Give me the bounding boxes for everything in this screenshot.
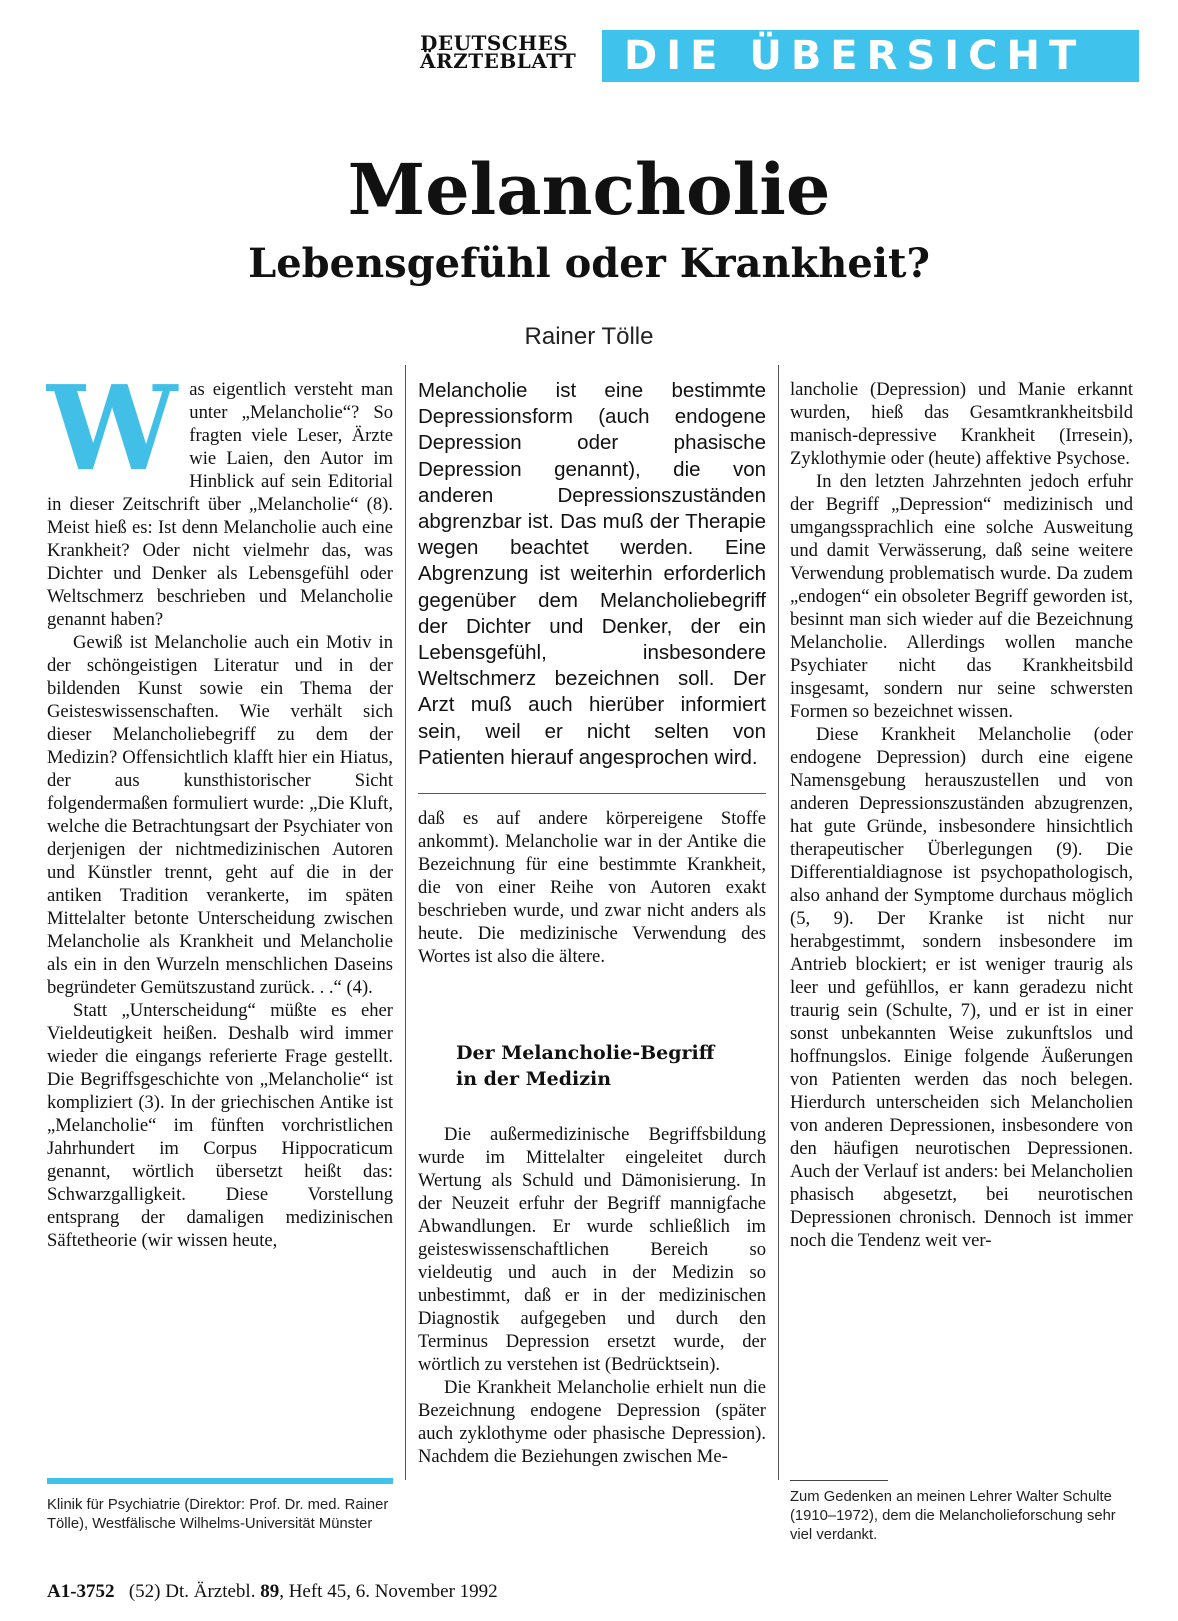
citation-prefix: (52) Dt. Ärztebl.: [128, 1581, 256, 1602]
section-heading: [456, 1040, 766, 1092]
article-subtitle: Lebensgefühl oder Krankheit?: [248, 240, 930, 287]
column-3: [790, 378, 1133, 1252]
footnote-dedication: Zum Gedenken an meinen Lehrer Walter Schulte (1910–1972), dem die Melancholieforschung sehr viel verdankt.: [790, 1489, 1116, 1543]
section-banner: DIE ÜBERSICHT: [602, 30, 1139, 82]
page-footer: [47, 1580, 498, 1604]
column-divider: [405, 365, 406, 1480]
lead-abstract: [418, 378, 766, 771]
paragraph: Gewiß ist Melancholie auch ein Motiv in der schöngeistigen Literatur und in der bildenden Kunst sowie ein Thema der Geisteswissenschaften. Wie verhält sich dieser Melancholiebegriff zu dem der Medizin? Offensichtlich klafft hier ein Hiatus, der aus kunsthistorischer Sicht folgendermaßen formuliert wurde: „Die Kluft, welche die Betrachtungsart der Psychiater von derjenigen der nichtmedizinischen Autoren und Künstler trennt, geht auf die in der antiken Tradition verankerte, im späten Mittelalter betonte Unterscheidung zwischen Melancholie als Krankheit und Melancholie als ein in den Wurzeln menschlichen Daseins begründeter Gemütszustand zurück. . .“ (4).: [47, 632, 393, 998]
column-divider: [778, 365, 779, 1480]
paragraph: Die außermedizinische Begriffsbildung wurde im Mittelalter eingeleitet durch Wertung als Schuld und Dämonisierung. In der Neuzeit erfuhr der Begriff mannigfache Abwandlungen. Er wurde schließlich im geisteswissenschaftlichen Bereich so vieldeutig und auch in der Medizin so unbestimmt, daß er in der medizinischen Diagnostik aufgegeben und durch den Terminus Depression ersetzt wurde, der wörtlich zu verstehen ist (Bedrücktsein).: [418, 1124, 766, 1375]
paragraph: lancholie (Depression) und Manie erkannt wurden, hieß das Gesamtkrankheitsbild manisch-depressive Krankheit (Irresein), Zyklothymie oder (heute) affektive Psychose.: [790, 379, 1133, 469]
paragraph: In den letzten Jahrzehnten jedoch erfuhr der Begriff „Depression“ medizinisch und umgangssprachlich eine solche Ausweitung und damit Verwässerung, daß seine weitere Verwendung problematisch wurde. Da zudem „endogen“ ein obsoleter Begriff geworden ist, besinnt man sich wieder auf die Bezeichnung Melancholie. Allerdings wollen manche Psychiater nicht das Krankheitsbild insgesamt, sondern nur seine schwersten Formen so bezeichnet wissen.: [790, 471, 1133, 722]
paragraph: Die Krankheit Melancholie erhielt nun die Bezeichnung endogene Depression (später auch zyklothyme oder phasische Depression). Nachdem die Beziehungen zwischen Me-: [418, 1377, 766, 1467]
paragraph: Diese Krankheit Melancholie (oder endogene Depression) durch eine eigene Namensgebung herauszustellen und von anderen Depressionszuständen abzugrenzen, hat gute Gründe, insbesondere hinsichtlich therapeutischer Überlegungen (9). Die Differentialdiagnose ist psychopathologisch, also anhand der Symptome durchaus möglich (5, 9). Der Kranke ist nicht nur herabgestimmt, sondern insbesondere im Antrieb blockiert; er ist weniger traurig als leer und gefühllos, er kann geradezu nicht traurig sein (Schulte, 7), und er ist in einer sonst unbekannten Weise zukunftslos und hoffnungslos. Einige folgende Äußerungen von Patienten werden das noch belegen. Hierdurch unterscheiden sich Melancholien von anderen Depressionen, insbesondere von den häufigen neurotischen Depressionen. Auch der Verlauf ist anders: bei Melancholien phasisch abgesetzt, bei neurotischen Depressionen chronisch. Dennoch ist immer noch die Tendenz weit ver-: [790, 724, 1133, 1251]
volume-number: 89: [260, 1581, 280, 1602]
column-2: [418, 807, 766, 968]
lead-divider: [418, 793, 766, 794]
article-title: Melancholie: [347, 148, 831, 231]
citation-suffix: , Heft 45, 6. November 1992: [279, 1581, 498, 1602]
paragraph: Statt „Unterscheidung“ müßte es eher Vieldeutigkeit heißen. Deshalb wird immer wieder die eingangs referierte Frage gestellt. Die Begriffsgeschichte von „Melancholie“ ist kompliziert (3). In der griechischen Antike ist „Melancholie“ im fünften vorchristlichen Jahrhundert im Corpus Hippocraticum genannt, wörtlich übersetzt heißt das: Schwarzgalligkeit. Diese Vorstellung entsprang der damaligen medizinischen Säftetheorie (wir wissen heute,: [47, 1000, 393, 1251]
paragraph: as eigentlich versteht man unter „Melancholie“? So fragten viele Leser, Ärzte wie Laien, den Autor im Hinblick auf sein Editorial in dieser Zeitschrift über „Melancholie“ (8). Meist hieß es: Ist denn Melancholie auch eine Krankheit? Oder nicht vielmehr das, was Dichter und Denker als Lebensgefühl oder Weltschmerz beschrieben und Melancholie genannt haben?: [47, 379, 393, 630]
page-code: A1-3752: [47, 1581, 115, 1602]
masthead-logo: [420, 31, 577, 73]
lead-text: Melancholie ist eine bestimmte Depressionsform (auch endogene Depression oder phasische Depression genannt), die von anderen Depressionszuständen abgrenzbar ist. Das muß der Therapie wegen beachtet werden. Eine Abgrenzung ist weiterhin erforderlich gegenüber dem Melancholiebegriff der Dichter und Denker, der ein Lebensgefühl, insbesondere Weltschmerz bezeichnen soll. Der Arzt muß auch hierüber informiert sein, weil er nicht selten von Patienten hierauf angesprochen wird.: [418, 379, 766, 769]
article-author: Rainer Tölle: [524, 323, 654, 350]
paragraph: daß es auf andere körpereigene Stoffe ankommt). Melancholie war in der Antike die Bezeichnung für eine bestimmte Krankheit, die von einer Reihe von Autoren exakt beschrieben wurde, und zwar nicht anders als heute. Die medizinische Verwendung des Wortes ist also die ältere.: [418, 808, 766, 967]
footnote-rule: [790, 1480, 888, 1481]
footnote-affiliation: Klinik für Psychiatrie (Direktor: Prof. Dr. med. Rainer Tölle), Westfälische Wilhelms-Universität Münster: [47, 1497, 389, 1532]
section-heading-line1: Der Melancholie-Begriff: [456, 1042, 715, 1064]
column-1: [47, 361, 393, 1252]
section-heading-line2: in der Medizin: [456, 1068, 612, 1090]
column-2-continued: [418, 1123, 766, 1468]
footnote-accent-bar: [47, 1478, 393, 1484]
masthead-line1: DEUTSCHES: [420, 31, 569, 55]
masthead-line2: ÄRZTEBLATT: [420, 49, 577, 73]
drop-cap: W: [47, 361, 178, 497]
